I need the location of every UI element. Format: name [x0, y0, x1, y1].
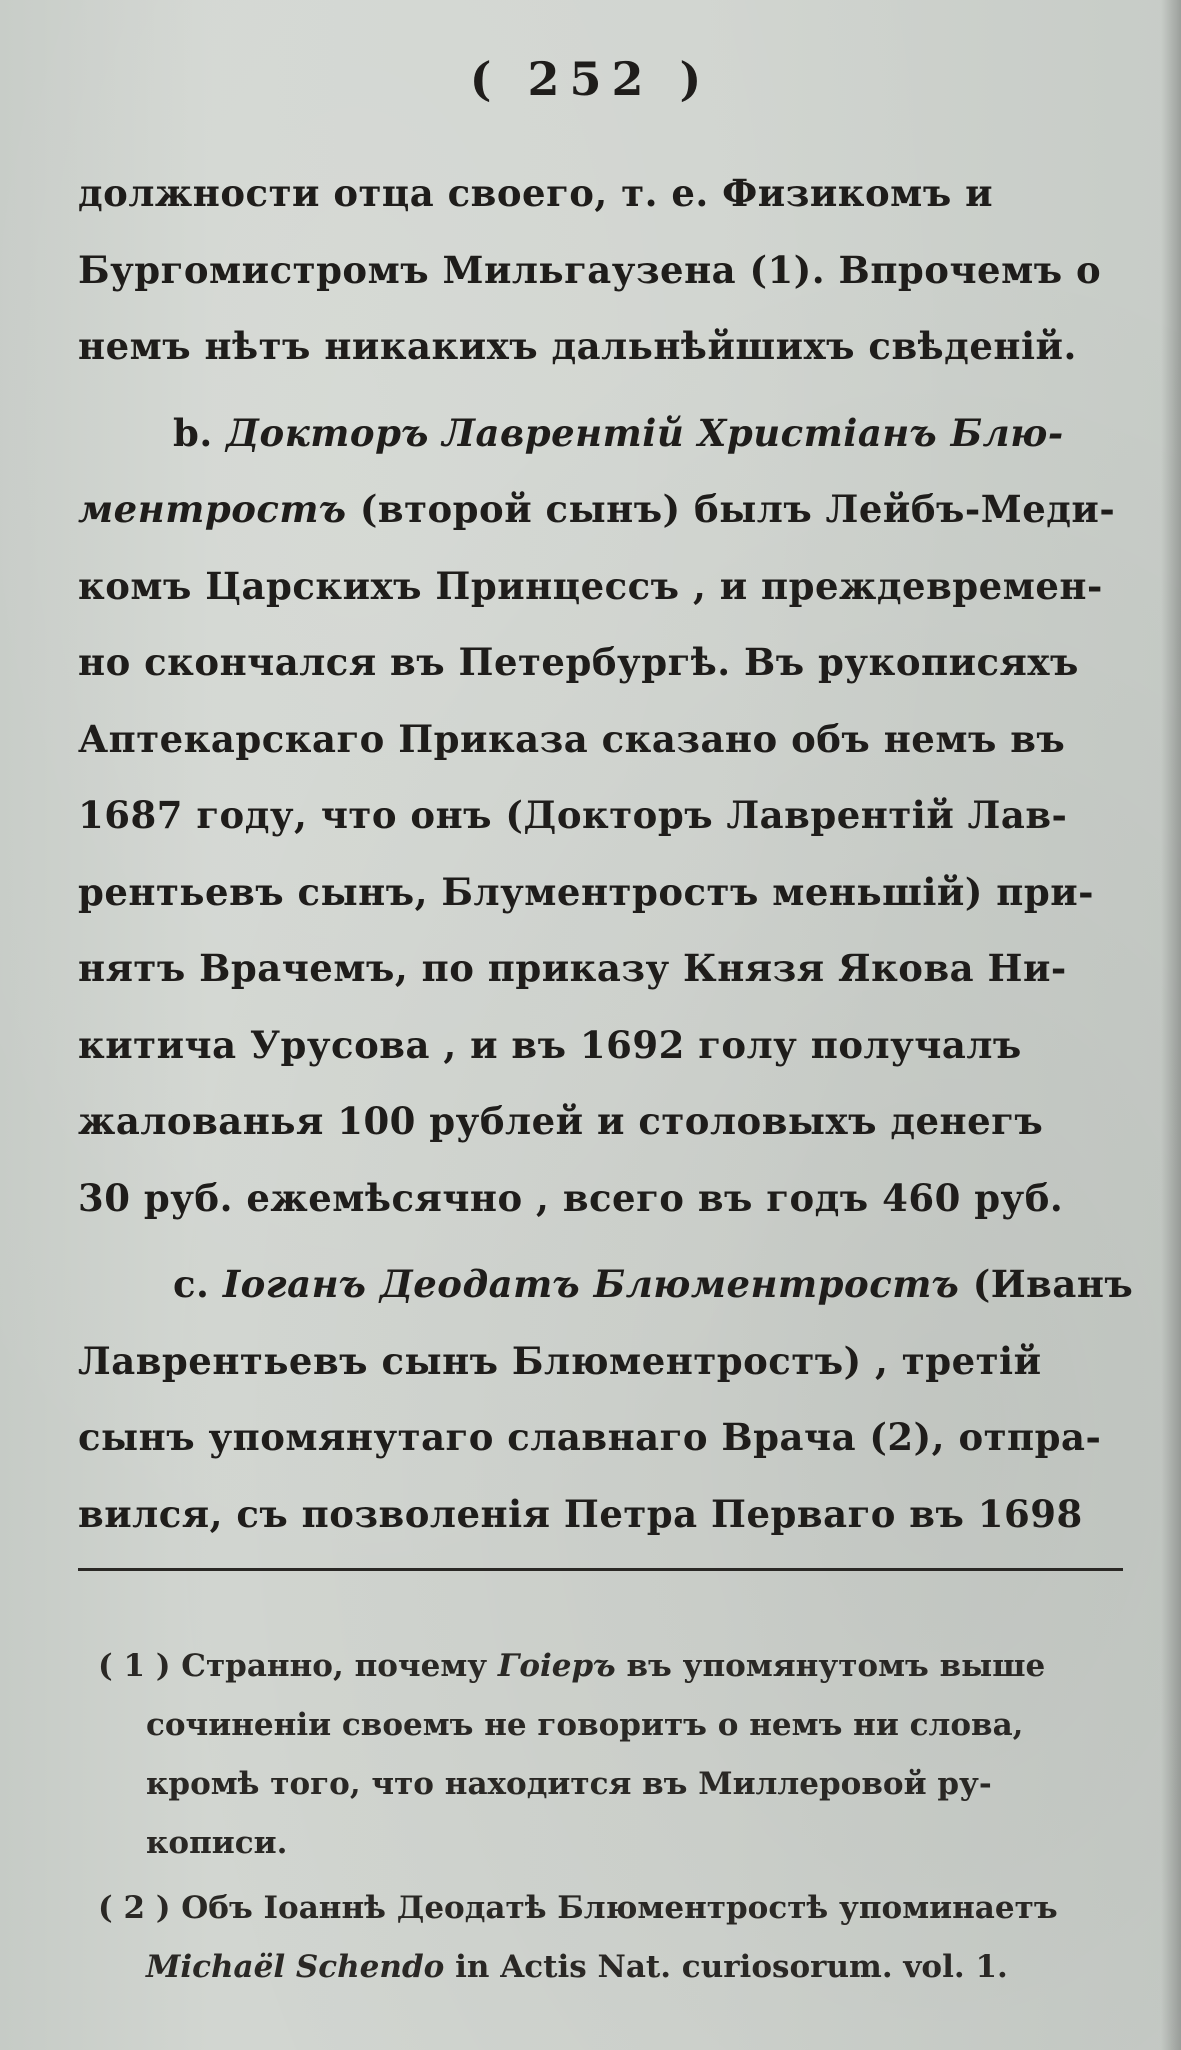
text-line-content: но скончался въ Петербургѣ. Въ рукописяхъ: [78, 640, 1079, 684]
text-line-content: (Иванъ: [972, 1262, 1134, 1306]
footnotes: [78, 1637, 1128, 1997]
text-line-content: китича Урусова , и въ 1692 голу получалъ: [78, 1022, 1022, 1067]
footnote-text: in Actis Nat. curiosorum. vol. 1.: [455, 1949, 1008, 1985]
footnote-line: кописи.: [146, 1825, 288, 1861]
footnote-2: ( 2 ) Объ Іоаннѣ Деодатѣ Блюментростѣ упоминаетъ: [98, 1890, 1058, 1926]
text-line: [78, 548, 1168, 625]
text-line: [78, 1476, 1168, 1553]
text-line: [78, 777, 1168, 854]
paragraph-b-first-line: [78, 395, 1168, 472]
text-line-content: немъ нѣтъ никакихъ дальнѣйшихъ свѣденій.: [78, 324, 1077, 368]
paragraph-marker: b.: [173, 410, 213, 455]
person-name-italic: Докторъ Лаврентій Христіанъ Блю-: [226, 410, 1064, 455]
footnote-line: сочиненіи своемъ не говоритъ о немъ ни слова,: [146, 1707, 1024, 1743]
paragraph-gap: [78, 385, 1168, 395]
text-line: [78, 232, 1168, 309]
text-line: [78, 1083, 1168, 1160]
footnote-line: кромѣ того, что находится въ Миллеровой ру-: [146, 1766, 992, 1802]
footnote-divider: [78, 1568, 1123, 1571]
text-line-content: нятъ Врачемъ, по приказу Князя Якова Ни-: [78, 946, 1067, 990]
text-line-content: вился, съ позволенія Петра Перваго въ 1698: [78, 1491, 1083, 1536]
text-line-content: рентьевъ сынъ, Блументростъ меньшій) при-: [78, 869, 1095, 914]
paragraph-gap: [78, 1236, 1168, 1246]
text-line-content: 1687 году, что онъ (Докторъ Лаврентій Лав-: [78, 793, 1068, 837]
text-line-content: Аптекарскаго Приказа сказано объ немъ въ: [78, 716, 1066, 761]
text-line: [78, 155, 1168, 232]
footnote-text: ( 1 ) Странно, почему: [98, 1648, 488, 1684]
footnote-text: въ упомянутомъ выше: [626, 1648, 1046, 1684]
footnote-1: [78, 1637, 1128, 1696]
text-line: [78, 308, 1168, 385]
text-line: [78, 471, 1168, 548]
text-line: [78, 854, 1168, 931]
text-line-content: 30 руб. ежемѣсячно , всего въ годъ 460 руб.: [78, 1175, 1064, 1220]
paragraph-marker: c.: [173, 1262, 210, 1306]
person-name-italic: Iоганъ Деодатъ Блюментростъ: [222, 1262, 960, 1306]
person-name-italic: ментростъ: [78, 487, 347, 531]
footnote-author-italic: Гоіеръ: [497, 1648, 616, 1684]
text-line-content: Бургомистромъ Мильгаузена (1). Впрочемъ о: [78, 247, 1102, 292]
text-line: [78, 1323, 1168, 1400]
text-line-content: жалованья 100 рублей и столовыхъ денегъ: [78, 1099, 1044, 1143]
text-line-content: должности отца своего, т. е. Физикомъ и: [78, 171, 994, 215]
paragraph-c-first-line: [78, 1246, 1168, 1323]
text-line: [78, 701, 1168, 778]
text-line: [78, 930, 1168, 1007]
main-text: [78, 155, 1168, 1552]
page-number: ( 252 ): [469, 52, 712, 106]
text-line-content: (второй сынъ) былъ Лейбъ-Меди-: [359, 487, 1116, 531]
text-line: [78, 624, 1168, 701]
footnote-line: [78, 1938, 1128, 1997]
text-line-content: комъ Царскихъ Принцессъ , и преждевремен-: [78, 563, 1103, 608]
text-line-content: сынъ упомянутаго славнаго Врача (2), отпра-: [78, 1415, 1102, 1459]
text-line-content: Лаврентьевъ сынъ Блюментростъ) , третій: [78, 1338, 1042, 1383]
text-line: [78, 1007, 1168, 1084]
text-line: [78, 1160, 1168, 1237]
text-line: [78, 1399, 1168, 1476]
footnote-author-italic: Michaël Schendo: [146, 1949, 445, 1985]
